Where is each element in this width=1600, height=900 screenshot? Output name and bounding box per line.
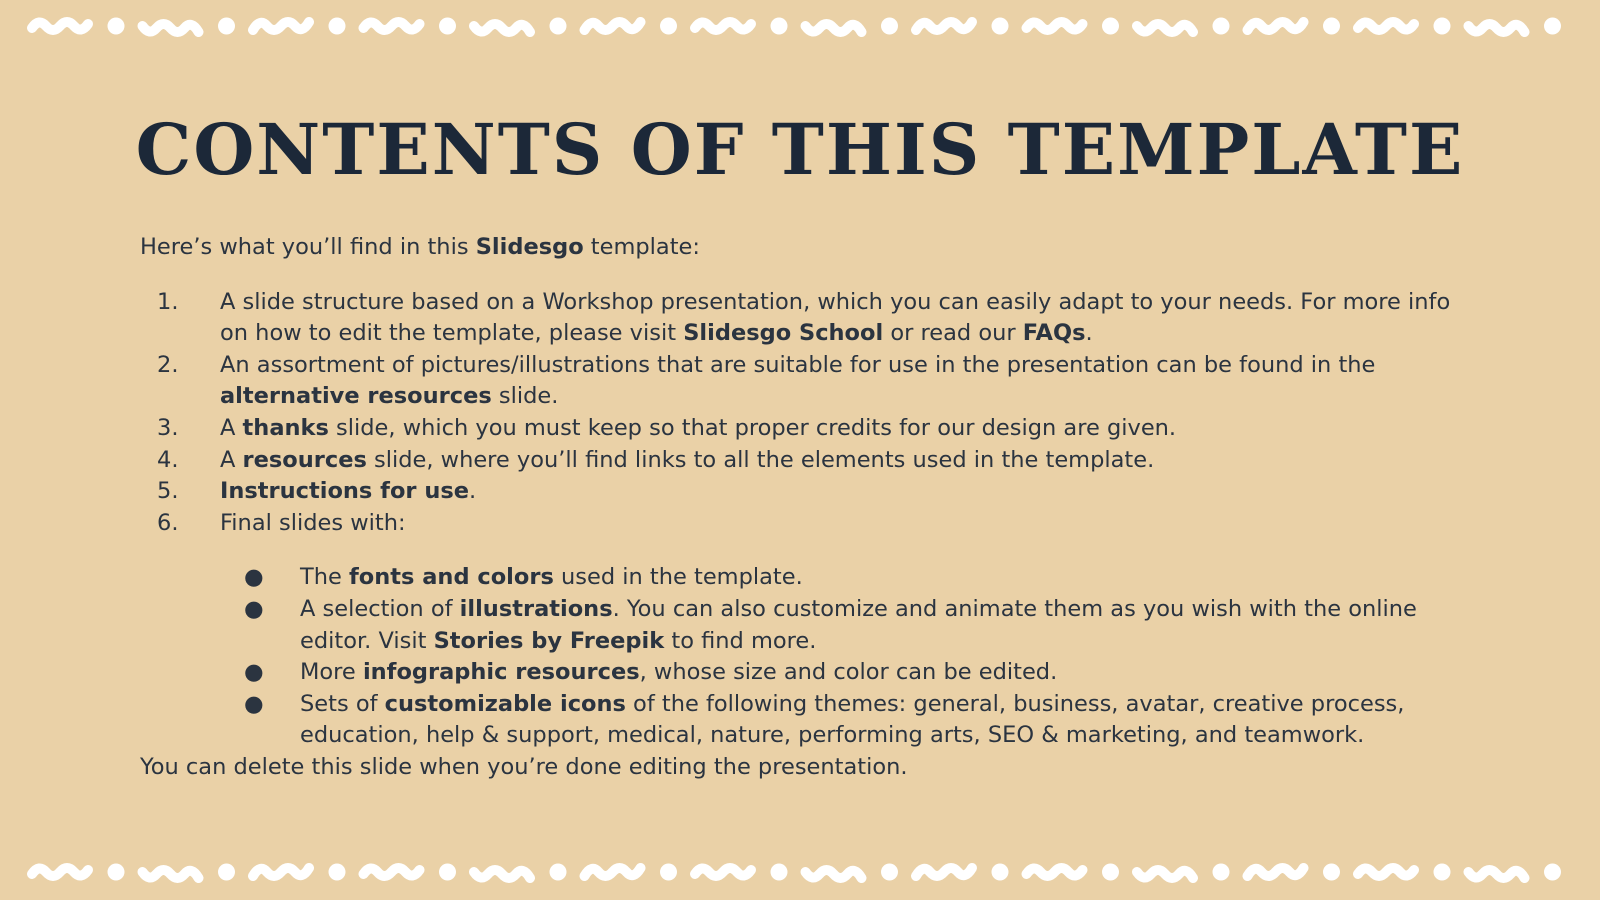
dot-icon [329,864,346,881]
bullet-item [140,657,1470,689]
item-number: 5. [157,478,179,505]
wave-squiggle-icon [143,24,199,32]
dot-icon [439,864,456,881]
dot-icon [771,18,788,35]
dot-icon [329,18,346,35]
text-run: . [1085,320,1093,347]
intro-text [140,232,1470,264]
text-run: A [220,414,243,441]
text-run: or read our [883,320,1023,347]
wave-squiggle-icon [916,868,972,876]
text-run: Final slides with: [220,509,406,536]
dot-icon [1213,18,1230,35]
dot-icon [1434,18,1451,35]
bold-text: thanks [242,414,329,441]
wave-squiggle-icon [1469,870,1525,878]
wave-squiggle-icon [585,868,641,876]
dot-icon [1544,18,1561,35]
item-number: 4. [157,446,179,473]
dot-icon [1213,864,1230,881]
bold-text: fonts and colors [349,564,554,591]
text-run: slide, where you’ll find links to all the elements used in the template. [366,446,1155,473]
text-run: used in the template. [553,564,803,591]
dot-icon [1434,864,1451,881]
text-run: An assortment of pictures/illustrations that are suitable for use in the presentation can be found in the [220,351,1376,378]
wave-squiggle-icon [1137,870,1193,878]
wave-squiggle-icon [1027,22,1083,30]
wave-squiggle-icon [585,22,641,30]
dot-icon [218,864,235,881]
numbered-item [140,508,1470,540]
text-run: A slide structure based on a Workshop presentation, which you can easily adapt to your needs. For more info on how to edit the template, please visit [220,288,1451,347]
text-run: . [469,478,477,505]
wave-squiggle-icon [253,868,309,876]
wave-squiggle-icon [143,870,199,878]
wave-squiggle-icon [1358,22,1414,30]
text-run: A selection of [300,595,460,622]
dot-icon [771,864,788,881]
dot-icon [1102,18,1119,35]
numbered-list [140,287,1470,540]
bold-text: illustrations [459,595,613,622]
wave-squiggle-icon [253,22,309,30]
dot-icon [108,18,125,35]
bullet-item [140,562,1470,594]
bullet-dot-icon: ● [244,690,264,717]
decorative-wave-border-top [0,6,1600,46]
intro-bold: Slidesgo [475,234,584,260]
numbered-item [140,287,1470,350]
bold-text: customizable icons [384,690,626,717]
dot-icon [660,18,677,35]
bold-text: FAQs [1022,320,1086,347]
wave-squiggle-icon [474,24,530,32]
bold-text: Slidesgo School [683,320,884,347]
text-run: to find more. [664,627,817,654]
dot-icon [1544,864,1561,881]
bold-text: Instructions for use [220,478,470,505]
dot-icon [992,864,1009,881]
dot-icon [660,864,677,881]
dot-icon [1102,864,1119,881]
text-run: Sets of [300,690,385,717]
wave-squiggle-icon [806,24,862,32]
dot-icon [1323,864,1340,881]
item-number: 6. [157,509,179,536]
text-run: The [300,564,349,591]
bullet-item [140,689,1470,752]
dot-icon [992,18,1009,35]
text-run: of the following themes: general, business, avatar, creative process, education, help & support, medical, nature, performing arts, SEO & marketing, and teamwork. [300,690,1405,749]
dot-icon [881,18,898,35]
wave-squiggle-icon [916,22,972,30]
text-run: slide, which you must keep so that proper credits for our design are given. [328,414,1177,441]
dot-icon [550,18,567,35]
wave-squiggle-icon [1027,868,1083,876]
dot-icon [550,864,567,881]
intro-after: template: [583,234,700,260]
text-run: More [300,659,363,686]
wave-squiggle-icon [32,22,88,30]
numbered-item [140,350,1470,413]
wave-squiggle-icon [1248,22,1304,30]
wave-squiggle-icon [806,870,862,878]
wave-squiggle-icon [364,22,420,30]
outro-text: You can delete this slide when you’re done editing the presentation. [140,753,908,780]
item-number: 3. [157,414,179,441]
wave-squiggle-icon [364,868,420,876]
wave-squiggle-icon [695,868,751,876]
wave-squiggle-icon [1358,868,1414,876]
bold-text: alternative resources [220,383,492,410]
text-run: , whose size and color can be edited. [639,659,1058,686]
bold-text: Stories by Freepik [433,627,665,654]
dot-icon [439,18,456,35]
bullet-item [140,594,1470,657]
wave-squiggle-icon [695,22,751,30]
bold-text: resources [242,446,367,473]
wave-squiggle-icon [1137,24,1193,32]
decorative-wave-border-bottom [0,852,1600,892]
text-run: . You can also customize and animate them as you wish with the online editor. Visit [300,595,1417,654]
intro-before: Here’s what you’ll find in this [140,234,476,260]
slide-body [140,232,1470,784]
text-run: A [220,446,243,473]
bullet-dot-icon: ● [244,595,264,622]
text-run: slide. [491,383,559,410]
item-number: 2. [157,351,179,378]
numbered-item [140,445,1470,477]
bold-text: infographic resources [362,659,640,686]
numbered-item [140,476,1470,508]
dot-icon [1323,18,1340,35]
wave-squiggle-icon [474,870,530,878]
bullet-dot-icon: ● [244,659,264,686]
dot-icon [881,864,898,881]
dot-icon [218,18,235,35]
bullet-dot-icon: ● [244,564,264,591]
bullet-list [140,562,1470,752]
item-number: 1. [157,288,179,315]
numbered-item [140,413,1470,445]
wave-squiggle-icon [1248,868,1304,876]
slide-title: CONTENTS OF THIS TEMPLATE [135,108,1465,191]
wave-squiggle-icon [1469,24,1525,32]
wave-squiggle-icon [32,868,88,876]
dot-icon [108,864,125,881]
